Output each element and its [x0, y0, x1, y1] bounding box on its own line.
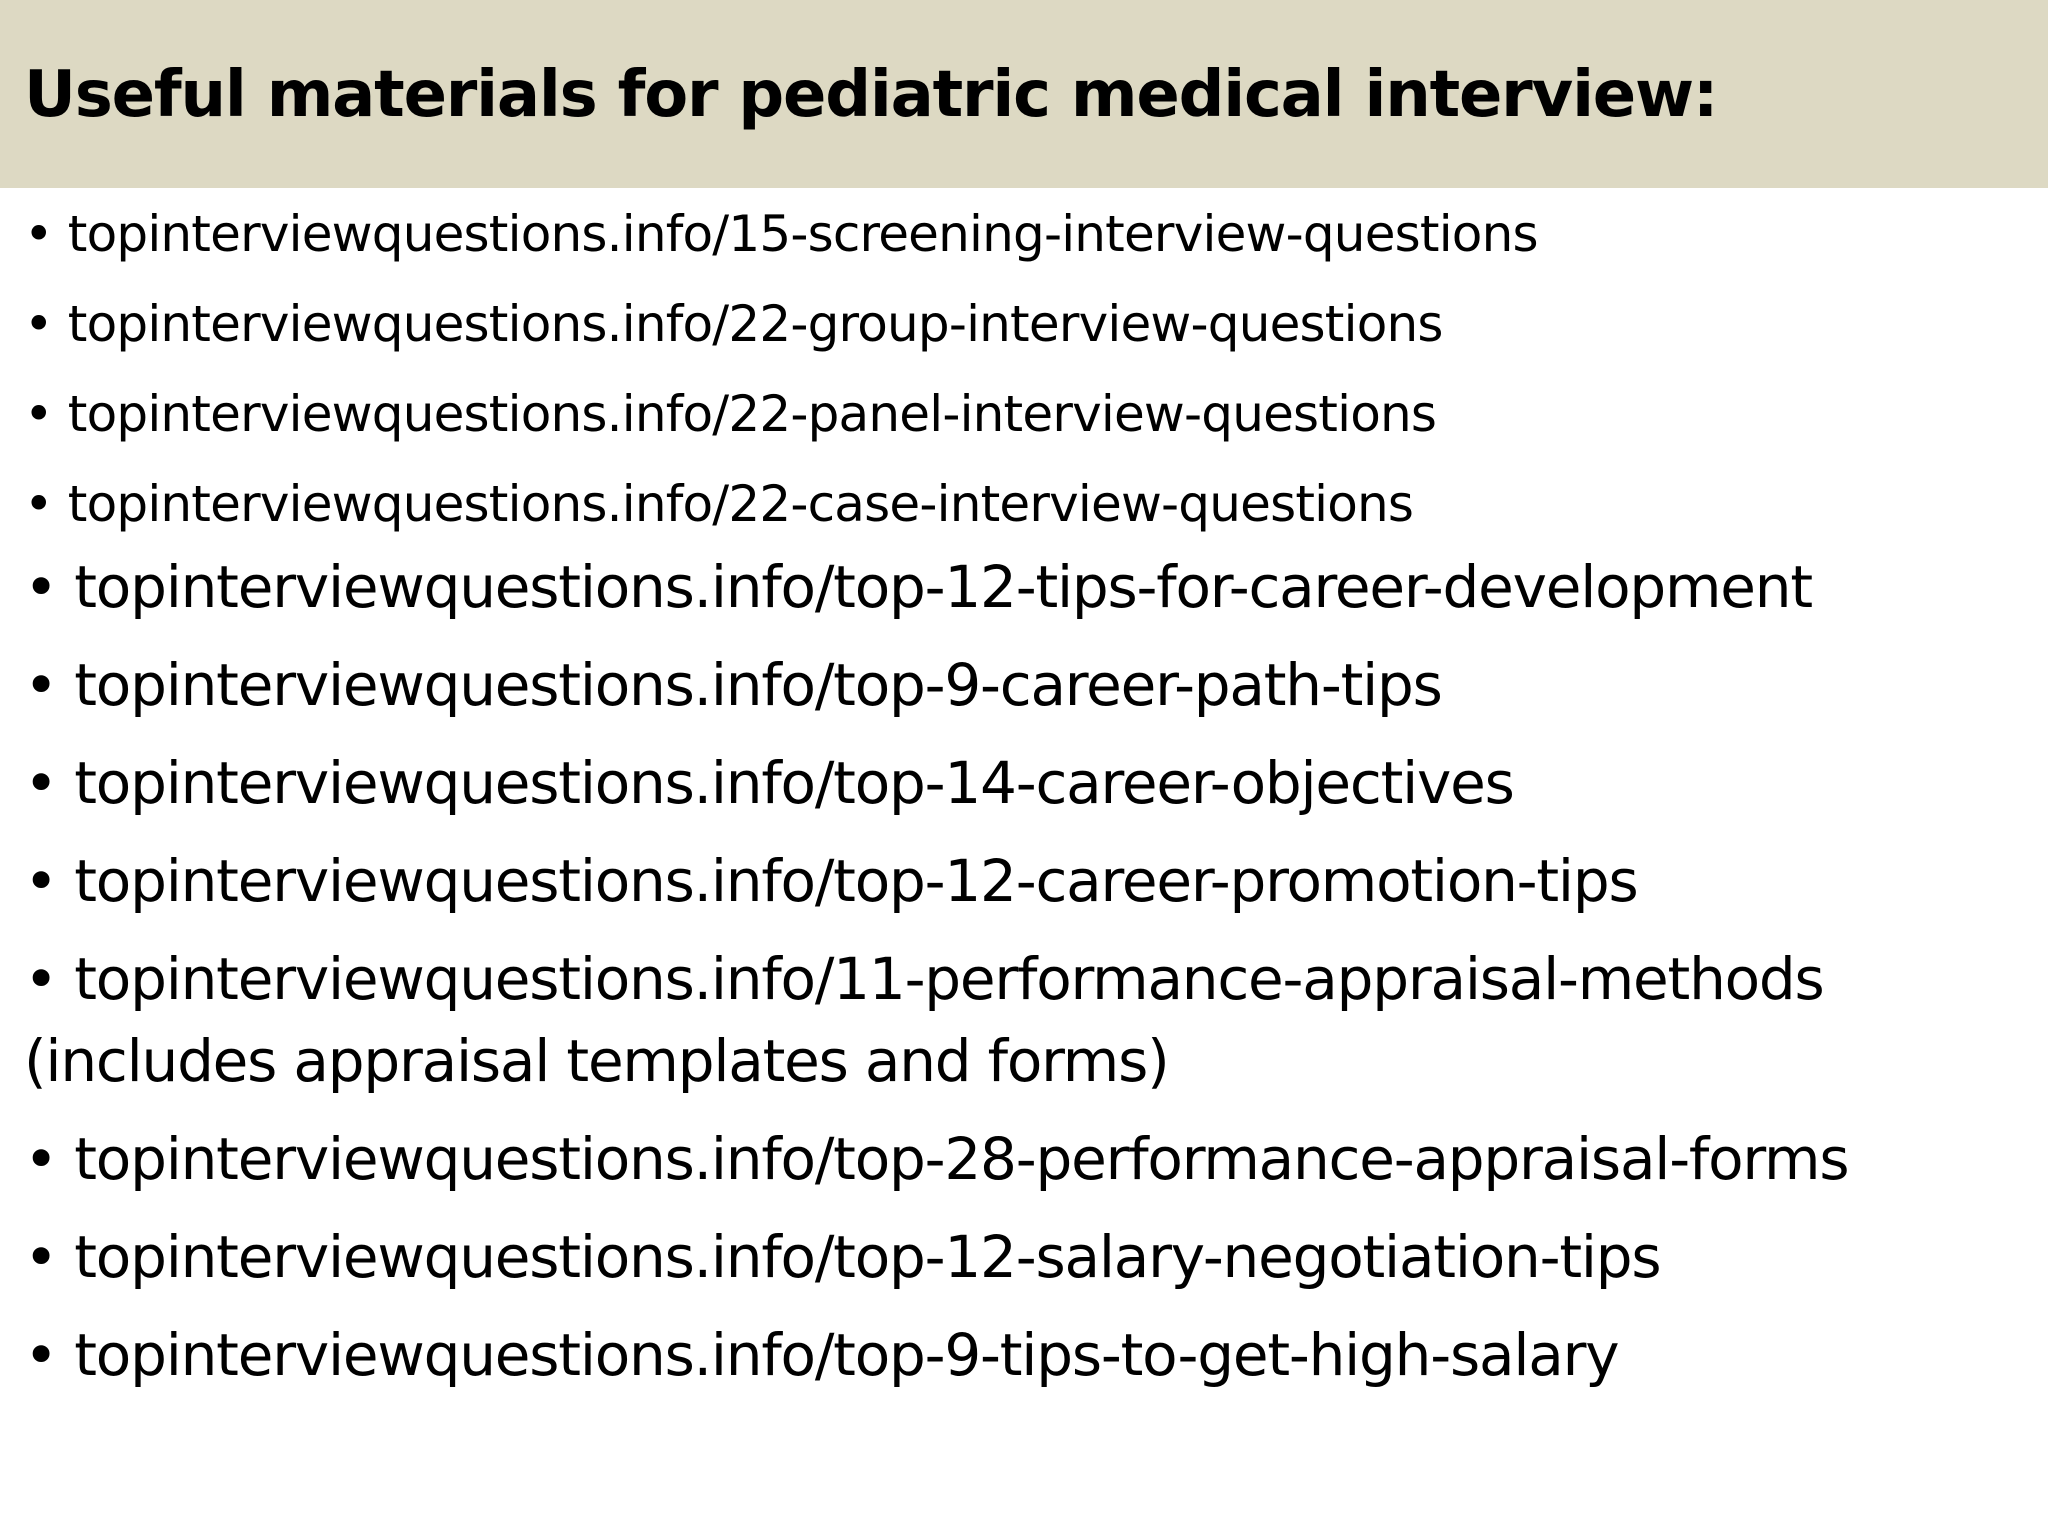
- appraisal-note: (includes appraisal templates and forms): [24, 1027, 1169, 1095]
- link-text[interactable]: topinterviewquestions.info/top-14-career-objectives: [74, 749, 1514, 817]
- list-item: [24, 552, 1812, 622]
- list-item: [24, 846, 1637, 916]
- list-item: [24, 294, 1443, 354]
- link-text[interactable]: topinterviewquestions.info/22-case-interview-questions: [67, 475, 1414, 533]
- list-item: [24, 1320, 1618, 1390]
- list-item: [24, 1222, 1660, 1292]
- list-item: [24, 1124, 1848, 1194]
- link-text[interactable]: topinterviewquestions.info/top-12-career-promotion-tips: [74, 847, 1638, 915]
- bullet-icon: •: [24, 1125, 58, 1193]
- list-item: [24, 944, 1824, 1014]
- bullet-icon: •: [24, 651, 58, 719]
- bullet-icon: •: [24, 205, 53, 263]
- bullet-icon: •: [24, 749, 58, 817]
- list-item: [24, 204, 1538, 264]
- link-text[interactable]: topinterviewquestions.info/top-28-performance-appraisal-forms: [74, 1125, 1849, 1193]
- link-text[interactable]: topinterviewquestions.info/top-12-salary-negotiation-tips: [74, 1223, 1661, 1291]
- bullet-icon: •: [24, 945, 58, 1013]
- header-band: [0, 0, 2048, 188]
- list-item: [24, 474, 1413, 534]
- link-text[interactable]: topinterviewquestions.info/11-performance-appraisal-methods: [74, 945, 1824, 1013]
- page-title: Useful materials for pediatric medical interview:: [24, 58, 1718, 132]
- list-item: [24, 748, 1514, 818]
- bullet-icon: •: [24, 1223, 58, 1291]
- link-text[interactable]: topinterviewquestions.info/top-12-tips-for-career-development: [74, 553, 1812, 621]
- bullet-icon: •: [24, 385, 53, 443]
- link-text[interactable]: topinterviewquestions.info/top-9-tips-to-get-high-salary: [74, 1321, 1619, 1389]
- bullet-icon: •: [24, 847, 58, 915]
- bullet-icon: •: [24, 553, 58, 621]
- bullet-icon: •: [24, 475, 53, 533]
- bullet-icon: •: [24, 295, 53, 353]
- link-text[interactable]: topinterviewquestions.info/22-group-interview-questions: [67, 295, 1443, 353]
- list-item: [24, 384, 1436, 444]
- link-text[interactable]: topinterviewquestions.info/15-screening-interview-questions: [67, 205, 1538, 263]
- link-text[interactable]: topinterviewquestions.info/22-panel-interview-questions: [67, 385, 1437, 443]
- bullet-icon: •: [24, 1321, 58, 1389]
- list-item: [24, 650, 1442, 720]
- link-text[interactable]: topinterviewquestions.info/top-9-career-path-tips: [74, 651, 1442, 719]
